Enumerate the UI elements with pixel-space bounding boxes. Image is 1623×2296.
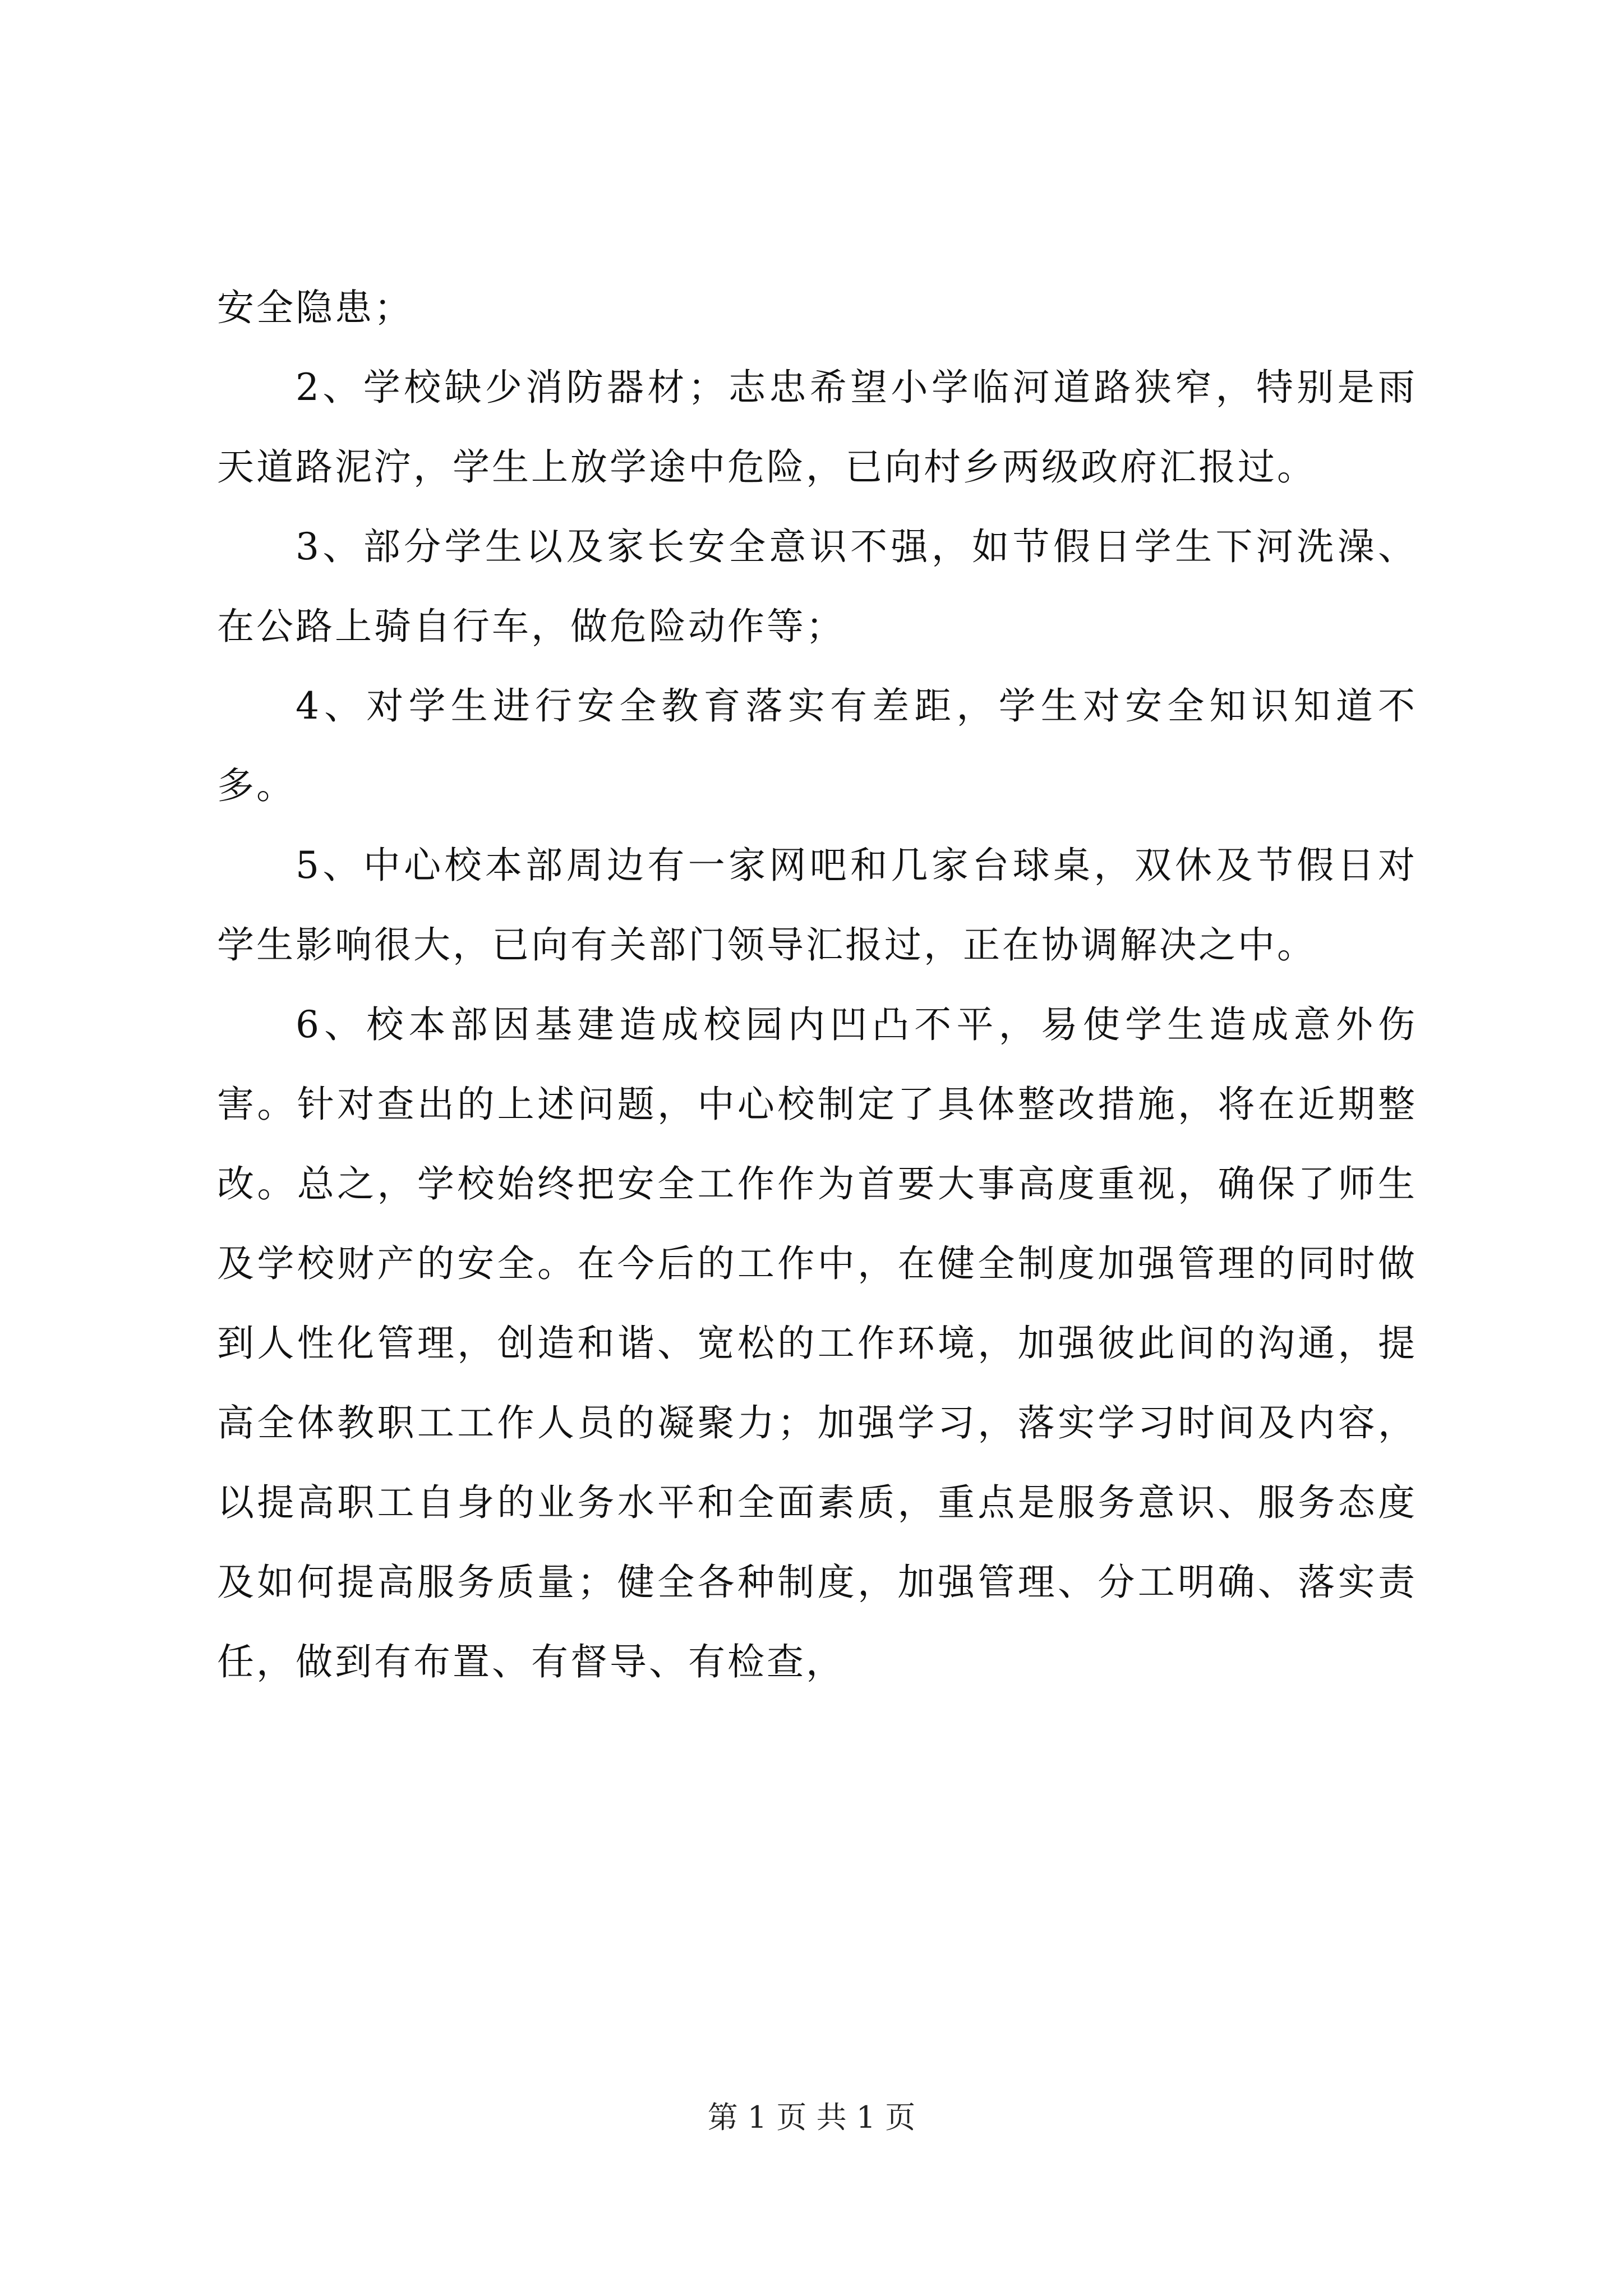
paragraph-item-5: 5、中心校本部周边有一家网吧和几家台球桌，双休及节假日对学生影响很大，已向有关部门领导汇报过，正在协调解决之中。 [217, 844, 1417, 967]
paragraph-continuation: 安全隐患； [217, 286, 413, 329]
paragraph-item-2: 2、学校缺少消防器材；志忠希望小学临河道路狭窄，特别是雨天道路泥泞，学生上放学途中危险，已向村乡两级政府汇报过。 [217, 366, 1417, 489]
document-body [217, 268, 1417, 1702]
paragraph-item-6: 6、校本部因基建造成校园内凹凸不平，易使学生造成意外伤害。针对查出的上述问题，中心校制定了具体整改措施，将在近期整改。总之，学校始终把安全工作作为首要大事高度重视，确保了师生及学校财产的安全。在今后的工作中，在健全制度加强管理的同时做到人性化管理，创造和谐、宽松的工作环境，加强彼此间的沟通，提高全体教职工工作人员的凝聚力；加强学习，落实学习时间及内容，以提高职工自身的业务水平和全面素质，重点是服务意识、服务态度及如何提高服务质量；健全各种制度，加强管理、分工明确、落实责任，做到有布置、有督导、有检查， [217, 1003, 1417, 1683]
paragraph-item-4: 4、对学生进行安全教育落实有差距，学生对安全知识知道不多。 [217, 684, 1417, 807]
page-footer: 第 1 页 共 1 页 [707, 2100, 916, 2135]
paragraph-item-3: 3、部分学生以及家长安全意识不强，如节假日学生下河洗澡、在公路上骑自行车，做危险动作等； [217, 525, 1417, 648]
